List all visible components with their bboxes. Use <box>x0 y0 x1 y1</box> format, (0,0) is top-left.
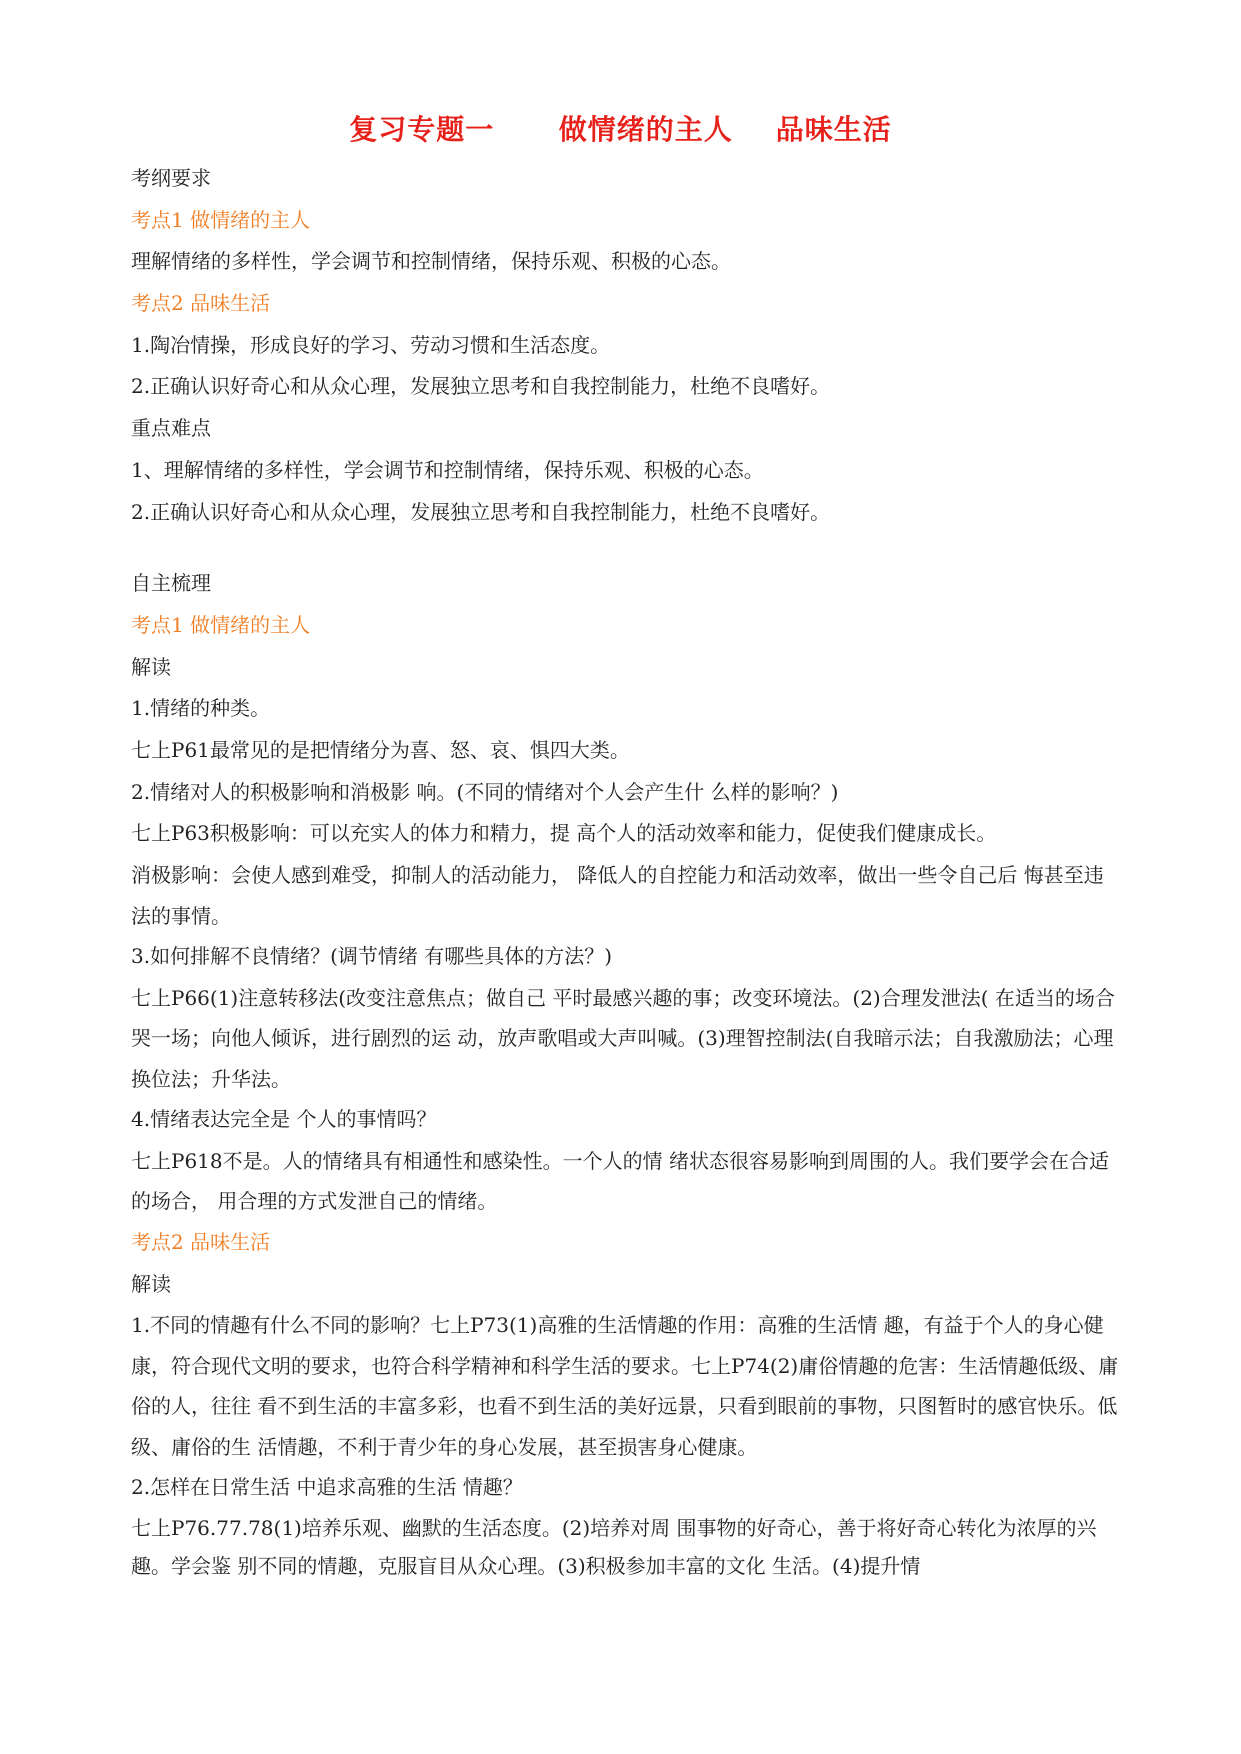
answer-1: 七上P61最常见的是把情绪分为喜、怒、哀、惧四大类。 <box>131 737 630 762</box>
exam-point-2-item-1: 1.陶冶情操，形成良好的学习、劳动习惯和生活态度。 <box>131 332 611 357</box>
question-1: 1.情绪的种类。 <box>131 696 271 721</box>
answer-4: 七上P618不是。人的情绪具有相通性和感染性。一个人的情 绪状态很容易影响到周围的人。我们要学会在合适的场合， 用合理的方式发泄自己的情绪。 <box>131 1148 1109 1214</box>
answer-3: 七上P66(1)注意转移法(改变注意焦点；做自己 平时最感兴趣的事；改变环境法。(2)合理发泄法( 在适当的场合哭一场；向他人倾诉，进行剧烈的运 动，放声歌唱或大声叫喊。(3)理智控制法(自我暗示法；自我激励法；心理换位法；升华法。 <box>131 985 1115 1091</box>
review-point-2-title: 考点2 品味生活 <box>131 1229 271 1254</box>
exam-point-2-item-2: 2.正确认识好奇心和从众心理，发展独立思考和自我控制能力，杜绝不良嗜好。 <box>131 374 831 399</box>
section-heading-key-points: 重点难点 <box>131 416 211 441</box>
review-point-2-label: 解读 <box>131 1271 171 1296</box>
exam-point-1-text: 理解情绪的多样性，学会调节和控制情绪，保持乐观、积极的心态。 <box>131 249 731 274</box>
answer-2-positive: 七上P63积极影响：可以充实人的体力和精力，提 高个人的活动效率和能力，促使我们健康成长。 <box>131 821 997 846</box>
question-4: 4.情绪表达完全是 个人的事情吗？ <box>131 1107 437 1132</box>
review-point-1-label: 解读 <box>131 654 171 679</box>
question-3: 3.如何排解不良情绪？(调节情绪 有哪些具体的方法？) <box>131 944 613 968</box>
document-body <box>131 158 1121 1585</box>
section-gap <box>131 533 1121 563</box>
key-point-item-1: 1、理解情绪的多样性，学会调节和控制情绪，保持乐观、积极的心态。 <box>131 457 764 482</box>
point-2-question-2: 2.怎样在日常生活 中追求高雅的生活 情趣？ <box>131 1475 523 1500</box>
point-2-answer-2: 七上P76.77.78(1)培养乐观、幽默的生活态度。(2)培养对周 围事物的好奇心，善于将好奇心转化为浓厚的兴趣。学会鉴 别不同的情趣，克服盲目从众心理。(3)积极参加丰富的文化 生活。(4)提升情 <box>131 1515 1097 1578</box>
point-2-answer-1: 1.不同的情趣有什么不同的影响？七上P73(1)高雅的生活情趣的作用：高雅的生活情 趣，有益于个人的身心健康，符合现代文明的要求，也符合科学精神和科学生活的要求。七上P74(2)庸俗情趣的危害：生活情趣低级、庸俗的人，往往 看不到生活的丰富多彩，也看不到生活的美好远景，只看到眼前的事物，只图暂时的感官快乐。低级、庸俗的生 活情趣，不利于青少年的身心发展，甚至损害身心健康。 <box>131 1313 1119 1459</box>
document-title: 复习专题一 做情绪的主人 品味生活 <box>349 113 892 146</box>
answer-2-negative: 消极影响：会使人感到难受，抑制人的活动能力， 降低人的自控能力和活动效率，做出一些令自己后 悔甚至违法的事情。 <box>131 863 1104 928</box>
exam-point-1-title: 考点1 做情绪的主人 <box>131 207 311 232</box>
review-point-1-title: 考点1 做情绪的主人 <box>131 612 311 637</box>
exam-point-2-title: 考点2 品味生活 <box>131 291 271 316</box>
key-point-item-2: 2.正确认识好奇心和从众心理，发展独立思考和自我控制能力，杜绝不良嗜好。 <box>131 499 831 524</box>
section-heading-self-review: 自主梳理 <box>131 571 211 596</box>
question-2: 2.情绪对人的积极影响和消极影 响。(不同的情绪对个人会产生什 么样的影响？) <box>131 779 839 804</box>
section-heading-outline: 考纲要求 <box>131 166 211 190</box>
